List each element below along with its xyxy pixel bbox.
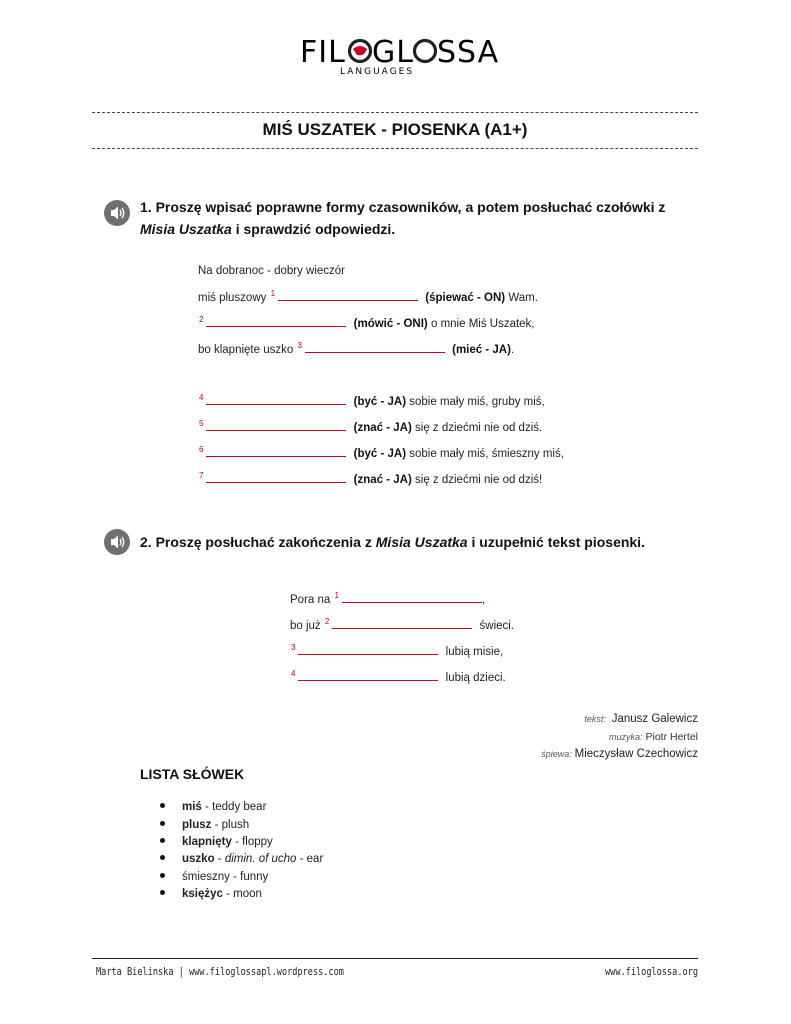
line-text: bo klapnięte uszko <box>198 344 294 356</box>
vocab-meaning: plush <box>221 819 250 831</box>
title-rule-top <box>92 112 698 113</box>
task2-text-italic: Misia Uszatka <box>375 534 468 550</box>
vocab-word: uszko <box>182 853 215 865</box>
gap-number: 6 <box>199 445 204 455</box>
bullet-icon <box>160 838 165 843</box>
gap-number: 5 <box>199 419 204 429</box>
line-rest: lubią dzieci. <box>445 672 506 684</box>
credit-music <box>609 731 698 743</box>
task1-line-2 <box>198 314 535 332</box>
vocab-word: miś <box>182 801 202 813</box>
task2-line-3 <box>290 642 503 660</box>
task1-line-3 <box>198 340 514 358</box>
gap-blank-5[interactable] <box>206 418 346 431</box>
credit-label: muzyka: <box>609 732 643 742</box>
line-text: bo już <box>290 620 321 632</box>
gap-number: 4 <box>291 669 296 679</box>
task1-text-italic: Misia Uszatka <box>140 221 232 237</box>
task2-text-rest: i uzupełnić tekst piosenki. <box>467 534 645 550</box>
credit-label: śpiewa: <box>541 749 572 759</box>
task2-speaker-button[interactable] <box>104 529 130 555</box>
vocab-sep: - <box>229 871 241 883</box>
line-rest: , <box>481 594 486 606</box>
vocab-item <box>160 888 262 900</box>
gap-blank-7[interactable] <box>206 470 346 483</box>
credit-text <box>584 713 698 725</box>
gap-blank-1[interactable] <box>278 288 418 301</box>
gap-blank-4[interactable] <box>298 668 438 681</box>
task2-instruction <box>140 531 645 553</box>
task2-line-2 <box>290 616 514 634</box>
line-text: miś pluszowy <box>198 292 267 304</box>
bullet-icon <box>160 821 165 826</box>
gap-number: 1 <box>270 289 276 299</box>
vocab-word: księżyc <box>182 888 223 900</box>
footer-left: Marta Bielinska | www.filoglossapl.wordpress.com <box>96 965 344 978</box>
vocab-item <box>160 836 273 848</box>
line-rest: się z dziećmi nie od dziś! <box>411 474 543 486</box>
speaker-icon <box>104 529 130 555</box>
gap-blank-3[interactable] <box>305 340 445 353</box>
vocab-item <box>160 801 266 813</box>
verb-hint: (być - JA) <box>353 448 407 460</box>
verb-hint: (znać - JA) <box>353 474 412 486</box>
vocab-item <box>160 853 323 865</box>
vocab-sep: - <box>222 888 234 900</box>
gap-number: 1 <box>334 591 339 601</box>
logo-graphic <box>300 30 500 78</box>
line-rest: świeci. <box>479 620 515 632</box>
filoglossa-logo <box>300 30 500 78</box>
logo-text-right: GL <box>372 35 414 70</box>
vocab-sep: - <box>211 819 222 831</box>
line-rest: sobie mały miś, gruby miś, <box>406 396 545 408</box>
gap-blank-4[interactable] <box>206 392 346 405</box>
gap-number: 2 <box>199 315 204 325</box>
gap-blank-2[interactable] <box>332 616 472 629</box>
verb-hint: (znać - JA) <box>353 422 412 434</box>
verb-hint: (śpiewać - ON) <box>425 292 506 304</box>
logo-text-end: SSA <box>437 35 500 70</box>
vocab-word: plusz <box>182 819 212 831</box>
task2-line-1 <box>290 590 485 608</box>
gap-number: 4 <box>199 393 204 403</box>
vocab-meaning: funny <box>240 871 269 883</box>
vocab-meaning: floppy <box>242 836 273 848</box>
title-rule-bottom <box>92 148 698 149</box>
vocab-sep: - <box>231 836 243 848</box>
task1-line-5 <box>198 418 542 436</box>
gap-number: 7 <box>199 471 204 481</box>
page-title: MIŚ USZATEK - PIOSENKA (A1+) <box>262 120 528 139</box>
vocab-meaning: teddy bear <box>212 801 267 813</box>
gap-blank-3[interactable] <box>298 642 438 655</box>
footer-right-link[interactable]: www.filoglossa.org <box>605 965 698 978</box>
line-rest: sobie mały miś, śmieszny miś, <box>406 448 564 460</box>
gap-blank-6[interactable] <box>206 444 346 457</box>
task2-line-4 <box>290 668 506 686</box>
task1-instruction <box>140 196 700 240</box>
credit-label: tekst: <box>584 714 606 724</box>
vocab-meaning: moon <box>233 888 262 900</box>
task1-text-a: 1. Proszę wpisać poprawne formy czasowników, a potem posłuchać czołówki z <box>140 199 666 215</box>
bullet-icon <box>160 803 165 808</box>
speaker-icon <box>104 200 130 226</box>
vocab-word: śmieszny <box>182 871 230 883</box>
vocab-note: dimin. of ucho <box>224 853 297 865</box>
logo-red-lips-icon <box>353 46 367 55</box>
gap-number: 2 <box>324 617 330 627</box>
task1-line-6 <box>198 444 564 462</box>
line-rest: o mnie Miś Uszatek, <box>427 318 535 330</box>
gap-blank-2[interactable] <box>206 314 346 327</box>
verb-hint: (być - JA) <box>353 396 407 408</box>
vocab-sep: - <box>214 853 225 865</box>
gap-number: 3 <box>297 341 302 351</box>
gap-blank-1[interactable] <box>342 590 482 603</box>
logo-subtitle: LANGUAGES <box>340 67 415 77</box>
task1-line-4 <box>198 392 545 410</box>
line-rest: Wam. <box>505 292 538 304</box>
task1-line-0 <box>198 262 345 280</box>
footer-rule <box>92 958 698 959</box>
verb-hint: (mieć - JA) <box>452 344 511 356</box>
credit-value: Janusz Galewicz <box>611 713 698 725</box>
task1-line-1 <box>198 288 538 306</box>
gap-number: 3 <box>291 643 296 653</box>
line-text: Pora na <box>290 594 331 606</box>
bullet-icon <box>160 855 165 860</box>
vocab-item <box>160 871 268 883</box>
task1-text-rest: i sprawdzić odpowiedzi. <box>231 221 396 237</box>
logo-o-ring-2 <box>415 41 436 62</box>
line-rest: lubią misie, <box>445 646 504 658</box>
vocab-word: klapnięty <box>182 836 232 848</box>
credit-value: Piotr Hertel <box>645 731 698 743</box>
bullet-icon <box>160 873 165 878</box>
verb-hint: (mówić - ONI) <box>353 318 428 330</box>
vocab-sep: - <box>201 801 213 813</box>
line-rest: się z dziećmi nie od dziś. <box>411 422 543 434</box>
vocab-item <box>160 819 249 831</box>
line-rest: . <box>510 344 515 356</box>
task2-text-a: 2. Proszę posłuchać zakończenia z <box>140 534 376 550</box>
task1-speaker-button[interactable] <box>104 200 130 226</box>
credit-singer <box>541 748 698 760</box>
vocab-meaning: - ear <box>296 853 324 865</box>
vocab-heading: LISTA SŁÓWEK <box>140 766 245 782</box>
bullet-icon <box>160 890 165 895</box>
task1-line-7 <box>198 470 542 488</box>
logo-text-left: FIL <box>300 35 346 70</box>
credit-value: Mieczysław Czechowicz <box>574 748 698 760</box>
line-text: Na dobranoc - dobry wieczór <box>198 265 346 277</box>
